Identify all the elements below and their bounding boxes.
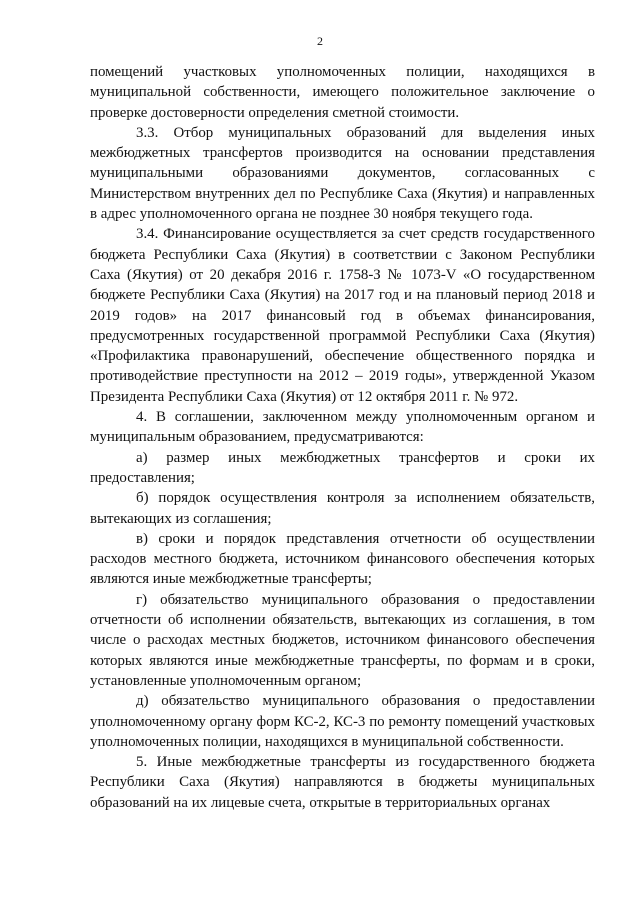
paragraph-3-3: 3.3. Отбор муниципальных образований для выделения иных межбюджетных трансфертов производится на основании представления муниципальными образованиями документов, согласованных с Министерством внутренних дел по Республике Саха (Якутия) и направленных в адрес уполномоченного органа не позднее 30 ноября текущего года. — [90, 124, 595, 223]
paragraph-5: 5. Иные межбюджетные трансферты из государственного бюджета Республики Саха (Якутия) направляются в бюджеты муниципальных образований на их лицевые счета, открытые в территориальных органах — [90, 754, 595, 811]
paragraph-3-4: 3.4. Финансирование осуществляется за счет средств государственного бюджета Республики Саха (Якутия) в соответствии с Законом Республики Саха (Якутия) от 20 декабря 2016 г. 1758-З № 1073-V «О государственном бюджете Республики Саха (Якутия) на 2017 год и на плановый период 2018 и 2019 годов» на 2017 финансовый год в объемах финансирования, предусмотренных государственной программой Республики Саха (Якутия) «Профилактика правонарушений, обеспечение общественного порядка и противодействие преступности на 2012 – 2019 годы», утвержденной Указом Президента Республики Саха (Якутия) от 12 октября 2011 г. № 972. — [90, 226, 595, 405]
list-item-d: д) обязательство муниципального образования о предоставлении уполномоченному органу форм КС-2, КС-3 по ремонту помещений участковых уполномоченных полиции, находящихся в муниципальной собственности. — [90, 693, 595, 750]
list-item-b: б) порядок осуществления контроля за исполнением обязательств, вытекающих из соглашения; — [90, 490, 595, 527]
list-item-g: г) обязательство муниципального образования о предоставлении отчетности об исполнении обязательств, вытекающих из соглашения, в том числе о расходах местных бюджетов, источником финансового обеспечения которых являются иные межбюджетные трансферты, по формам и в сроки, установленные уполномоченным органом; — [90, 591, 595, 689]
list-item-v: в) сроки и порядок представления отчетности об осуществлении расходов местного бюджета, источником финансового обеспечения которых являются иные межбюджетные трансферты; — [90, 530, 595, 588]
paragraph-4: 4. В соглашении, заключенном между уполномоченным органом и муниципальным образованием, предусматриваются: — [90, 409, 595, 446]
paragraph-continuation: помещений участковых уполномоченных полиции, находящихся в муниципальной собственности, имеющего положительное заключение о проверке достоверности определения сметной стоимости. — [90, 64, 595, 121]
list-item-a: а) размер иных межбюджетных трансфертов и сроки их предоставления; — [90, 449, 595, 486]
document-body — [90, 62, 595, 813]
page-number: 2 — [317, 34, 323, 48]
